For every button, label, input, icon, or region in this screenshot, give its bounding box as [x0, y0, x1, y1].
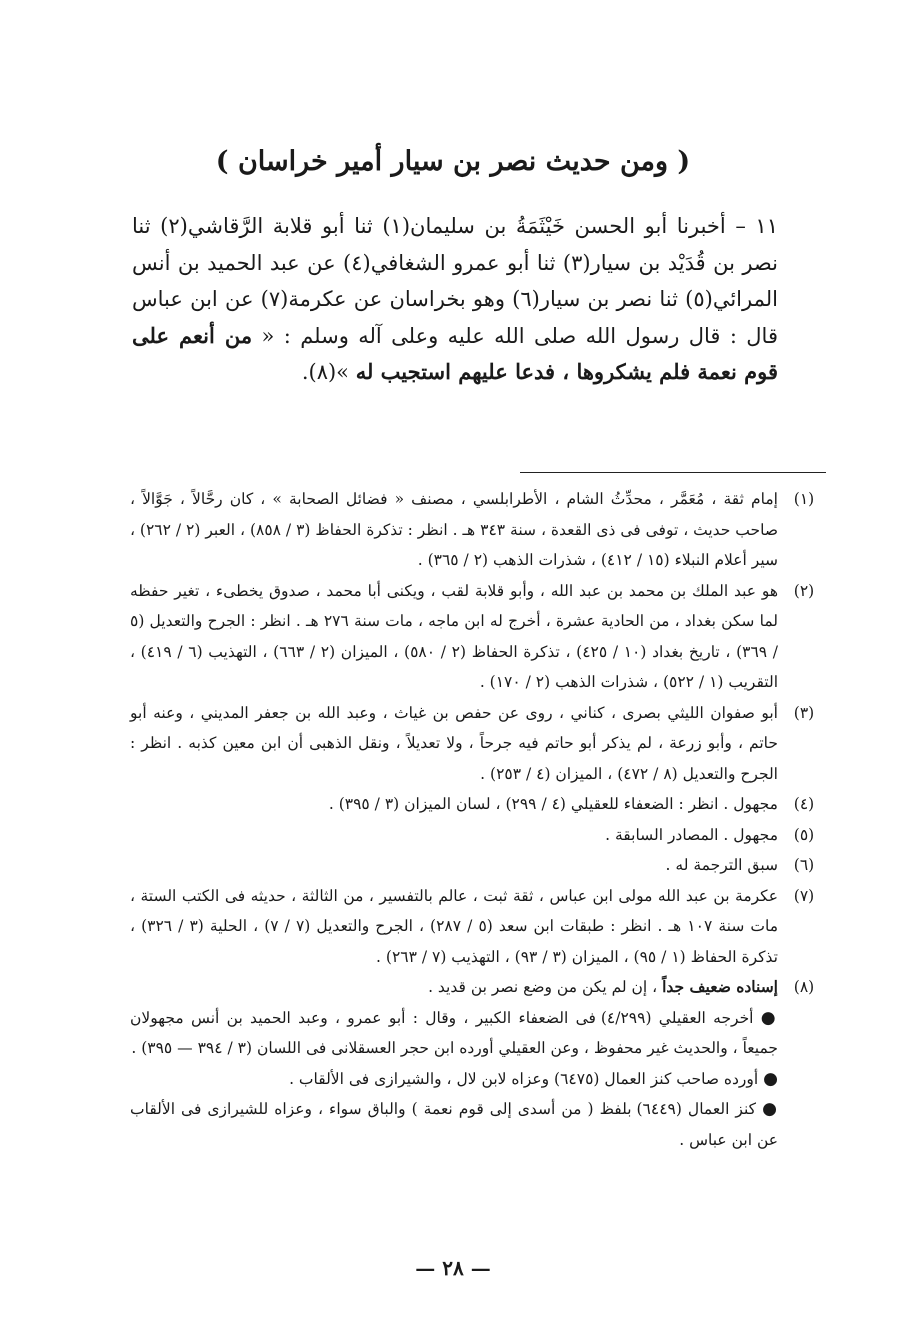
footnote-text: هو عبد الملك بن محمد بن عبد الله ، وأبو قلابة لقب ، ويكنى أبا محمد ، صدوق يخطىء ، تغير حفظه لما سكن بغداد ، من الحادية عشرة ، أخرج له ابن ماجه ، مات سنة ٢٧٦ هـ . انظر : الجرح والتعديل (٥ / ٣٦٩) ، تاريخ بغداد (١٠ / ٤٢٥) ، تذكرة الحفاظ (٢ / ٥٨٠) ، الميزان (٢ / ٦٦٣) ، التهذيب (٦ / ٤١٩) ، التقريب (١ / ٥٢٢) ، شذرات الذهب (٢ / ١٧٠) . [130, 581, 779, 691]
page-number: — ٢٨ — [415, 1256, 491, 1280]
footnote-text [130, 972, 778, 1155]
hadith-isnad: أخبرنا أبو الحسن خَيْثَمَةُ بن سليمان(١) ثنا أبو قلابة الرَّقاشي(٢) ثنا نصر بن قُدَيْد بن سيار(٣) ثنا أبو عمرو الشغافي(٤) عن عبد الحميد بن أنس المرائي(٥) ثنا نصر بن سيار(٦) وهو بخراسان عن عكرمة(٧) عن ابن عباس قال : قال رسول الله صلى الله عليه وعلى آله وسلم : « [132, 214, 778, 348]
footnotes [130, 484, 830, 1155]
footnote-text: إمام ثقة ، مُعَمَّر ، محدِّثُ الشام ، الأطرابلسي ، مصنف « فضائل الصحابة » ، كان رحَّالاً ، جَوَّالاً ، صاحب حديث ، توفى فى ذى القعدة ، سنة ٣٤٣ هـ . انظر : تذكرة الحفاظ (٣ / ٨٥٨) ، العبر (٢ / ٢٦٢) ، سير أعلام النبلاء (١٥ / ٤١٢) ، شذرات الذهب (٢ / ٣٦٥) . [130, 490, 778, 569]
bullet-text: كنز العمال (٦٤٤٩) بلفظ ( من أسدى إلى قوم نعمة ) والباق سواء ، وعزاه للشيرازى فى الألقاب عن ابن عباس . [130, 1100, 778, 1149]
bullet-icon: ● [760, 1007, 778, 1028]
bullet-text: أخرجه العقيلي (٤/٢٩٩) فى الضعفاء الكبير ، وقال : أبو عمرو ، وعبد الحميد بن أنس مجهولان جميعاً ، والحديث غير محفوظ ، وعن العقيلي أورده ابن حجر العسقلانى فى اللسان (٣ / ٣٩٤ — ٣٩٥) . [130, 1008, 778, 1057]
footnote-text: سبق الترجمة له . [665, 856, 778, 874]
footnote-separator [520, 472, 826, 473]
section-heading: ( ومن حديث نصر بن سيار أمير خراسان ) [215, 146, 691, 177]
bullet-icon: ● [763, 1068, 778, 1089]
footnote-number: (٤) [793, 795, 815, 813]
hadith-number: ١١ – [735, 214, 778, 238]
footnote [130, 881, 830, 973]
footnote-number: (٥) [793, 825, 815, 844]
footnote [130, 820, 830, 851]
footnote-bullet [130, 1064, 778, 1095]
footnote [130, 850, 830, 881]
hadith-text [132, 208, 778, 391]
footnote-number: (٨) [793, 978, 815, 996]
footnote [130, 972, 830, 1155]
footnote-number: (٢) [793, 581, 815, 600]
footnote [130, 698, 830, 790]
hadith-end: »(٨). [301, 360, 350, 384]
footnote-number: (٦) [793, 856, 815, 874]
footnote-number: (٣) [793, 703, 815, 722]
footnote-text: مجهول . المصادر السابقة . [605, 825, 778, 844]
footnote-bullet [130, 1094, 778, 1155]
grading-rest: ، إن لم يكن من وضع نصر بن قديد . [428, 978, 658, 996]
footnote-lead [130, 972, 778, 1003]
footnote-bullet [130, 1003, 778, 1064]
footnote-number: (٧) [793, 886, 815, 905]
footnote [130, 789, 830, 820]
hadith-matn: من أنعم على قوم نعمة فلم يشكروها ، فدعا عليهم استجيب له [132, 322, 778, 384]
footnote-text: عكرمة بن عبد الله مولى ابن عباس ، ثقة ثبت ، عالم بالتفسير ، من الثالثة ، حديثه فى الكتب الستة ، مات سنة ١٠٧ هـ . انظر : طبقات ابن سعد (٥ / ٢٨٧) ، الجرح والتعديل (٧ / ٧) ، الحلية (٣ / ٣٢٦) ، تذكرة الحفاظ (١ / ٩٥) ، الميزان (٣ / ٩٣) ، التهذيب (٧ / ٢٦٣) . [130, 886, 779, 966]
footnote-text: أبو صفوان الليثي بصرى ، كناني ، روى عن حفص بن غياث ، وعبد الله بن جعفر المديني ، وعنه أبو حاتم ، وأبو زرعة ، لم يذكر أبو حاتم فيه جرحاً ، ولا تعديلاً ، ونقل الذهبى أن ابن معين كذبه . انظر : الجرح والتعديل (٨ / ٤٧٢) ، الميزان (٤ / ٢٥٣) . [130, 703, 778, 783]
bullet-text: أورده صاحب كنز العمال (٦٤٧٥) وعزاه لابن لال ، والشيرازى فى الألقاب . [289, 1069, 759, 1088]
bullet-icon: ● [762, 1099, 778, 1119]
footnote-text: مجهول . انظر : الضعفاء للعقيلي (٤ / ٢٩٩) ، لسان الميزان (٣ / ٣٩٥) . [328, 795, 778, 813]
footnote-number: (١) [793, 490, 815, 508]
grading-text: إسناده ضعيف جداً [662, 977, 778, 996]
footnote [130, 576, 830, 698]
footnote [130, 484, 830, 576]
